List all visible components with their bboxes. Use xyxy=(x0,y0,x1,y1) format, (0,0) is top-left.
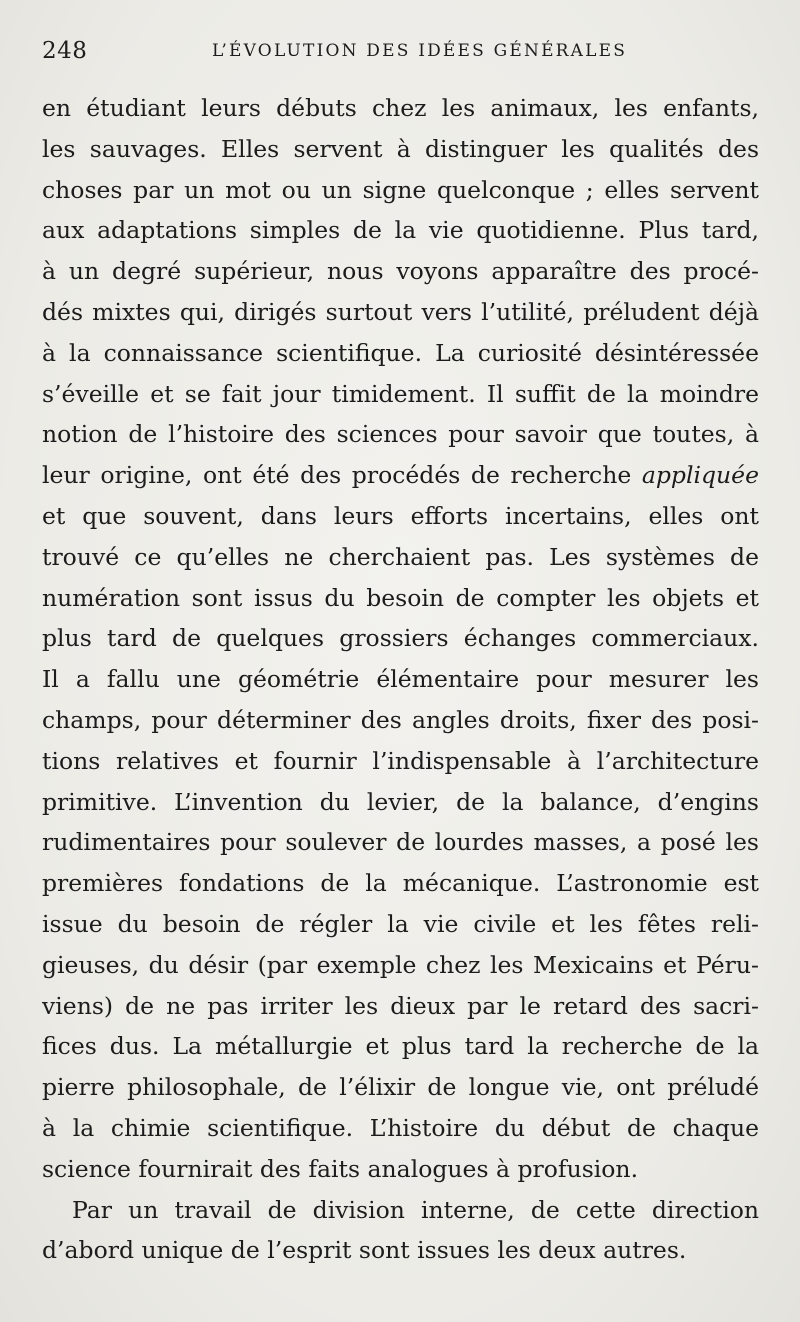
body-text xyxy=(42,88,759,1271)
running-title: L’ÉVOLUTION DES IDÉES GÉNÉRALES xyxy=(212,41,628,61)
text-line: à la chimie scientifique. L’histoire du début de chaque xyxy=(42,1113,759,1142)
text-line: numération sont issus du besoin de compter les objets et xyxy=(42,583,759,612)
text-line: plus tard de quelques grossiers échanges commerciaux. xyxy=(42,624,759,653)
emphasized-word: appliquée xyxy=(641,461,759,490)
text-line: champs, pour déterminer des angles droits, fixer des posi- xyxy=(42,705,759,734)
text-line: viens) de ne pas irriter les dieux par le retard des sacri- xyxy=(42,991,759,1020)
text-line: pierre philosophale, de l’élixir de longue vie, ont préludé xyxy=(42,1073,759,1102)
text-line: premières fondations de la mécanique. L’astronomie est xyxy=(42,869,759,898)
text-line: fices dus. La métallurgie et plus tard la recherche de la xyxy=(42,1032,759,1061)
text-line: gieuses, du désir (par exemple chez les Mexicains et Péru- xyxy=(42,950,759,979)
text-line xyxy=(42,455,759,496)
text-line: à un degré supérieur, nous voyons apparaître des procé- xyxy=(42,257,759,286)
text-line: à la connaissance scientifique. La curiosité désintéressée xyxy=(42,338,759,367)
text-line-start: leur origine, ont été des procédés de recherche xyxy=(42,461,642,490)
paragraph-first-line: Par un travail de division interne, de cette direction xyxy=(72,1195,759,1224)
paragraph-last-line: d’abord unique de l’esprit sont issues les deux autres. xyxy=(42,1236,687,1265)
paragraph-last-line: science fournirait des faits analogues à profusion. xyxy=(42,1154,639,1183)
text-line: les sauvages. Elles servent à distinguer les qualités des xyxy=(42,134,759,163)
text-line: en étudiant leurs débuts chez les animaux, les enfants, xyxy=(42,94,759,122)
text-line: rudimentaires pour soulever de lourdes masses, a posé les xyxy=(42,828,759,857)
text-line: choses par un mot ou un signe quelconque ; elles servent xyxy=(42,175,759,204)
text-line: aux adaptations simples de la vie quotidienne. Plus tard, xyxy=(42,216,759,245)
text-line: tions relatives et fournir l’indispensable à l’architecture xyxy=(42,746,759,775)
text-line: et que souvent, dans leurs efforts incertains, elles ont xyxy=(42,501,759,530)
text-line: issue du besoin de régler la vie civile et les fêtes reli- xyxy=(42,909,759,938)
text-line: s’éveille et se fait jour timidement. Il suffit de la moindre xyxy=(42,379,759,408)
text-line: primitive. L’invention du levier, de la balance, d’engins xyxy=(42,787,759,816)
text-line: dés mixtes qui, dirigés surtout vers l’utilité, préludent déjà xyxy=(42,297,759,326)
text-line: Il a fallu une géométrie élémentaire pour mesurer les xyxy=(42,665,759,694)
page-number: 248 xyxy=(42,38,88,64)
text-line: trouvé ce qu’elles ne cherchaient pas. Les systèmes de xyxy=(42,542,759,571)
page-header xyxy=(42,38,758,68)
text-line: notion de l’histoire des sciences pour savoir que toutes, à xyxy=(42,420,759,449)
